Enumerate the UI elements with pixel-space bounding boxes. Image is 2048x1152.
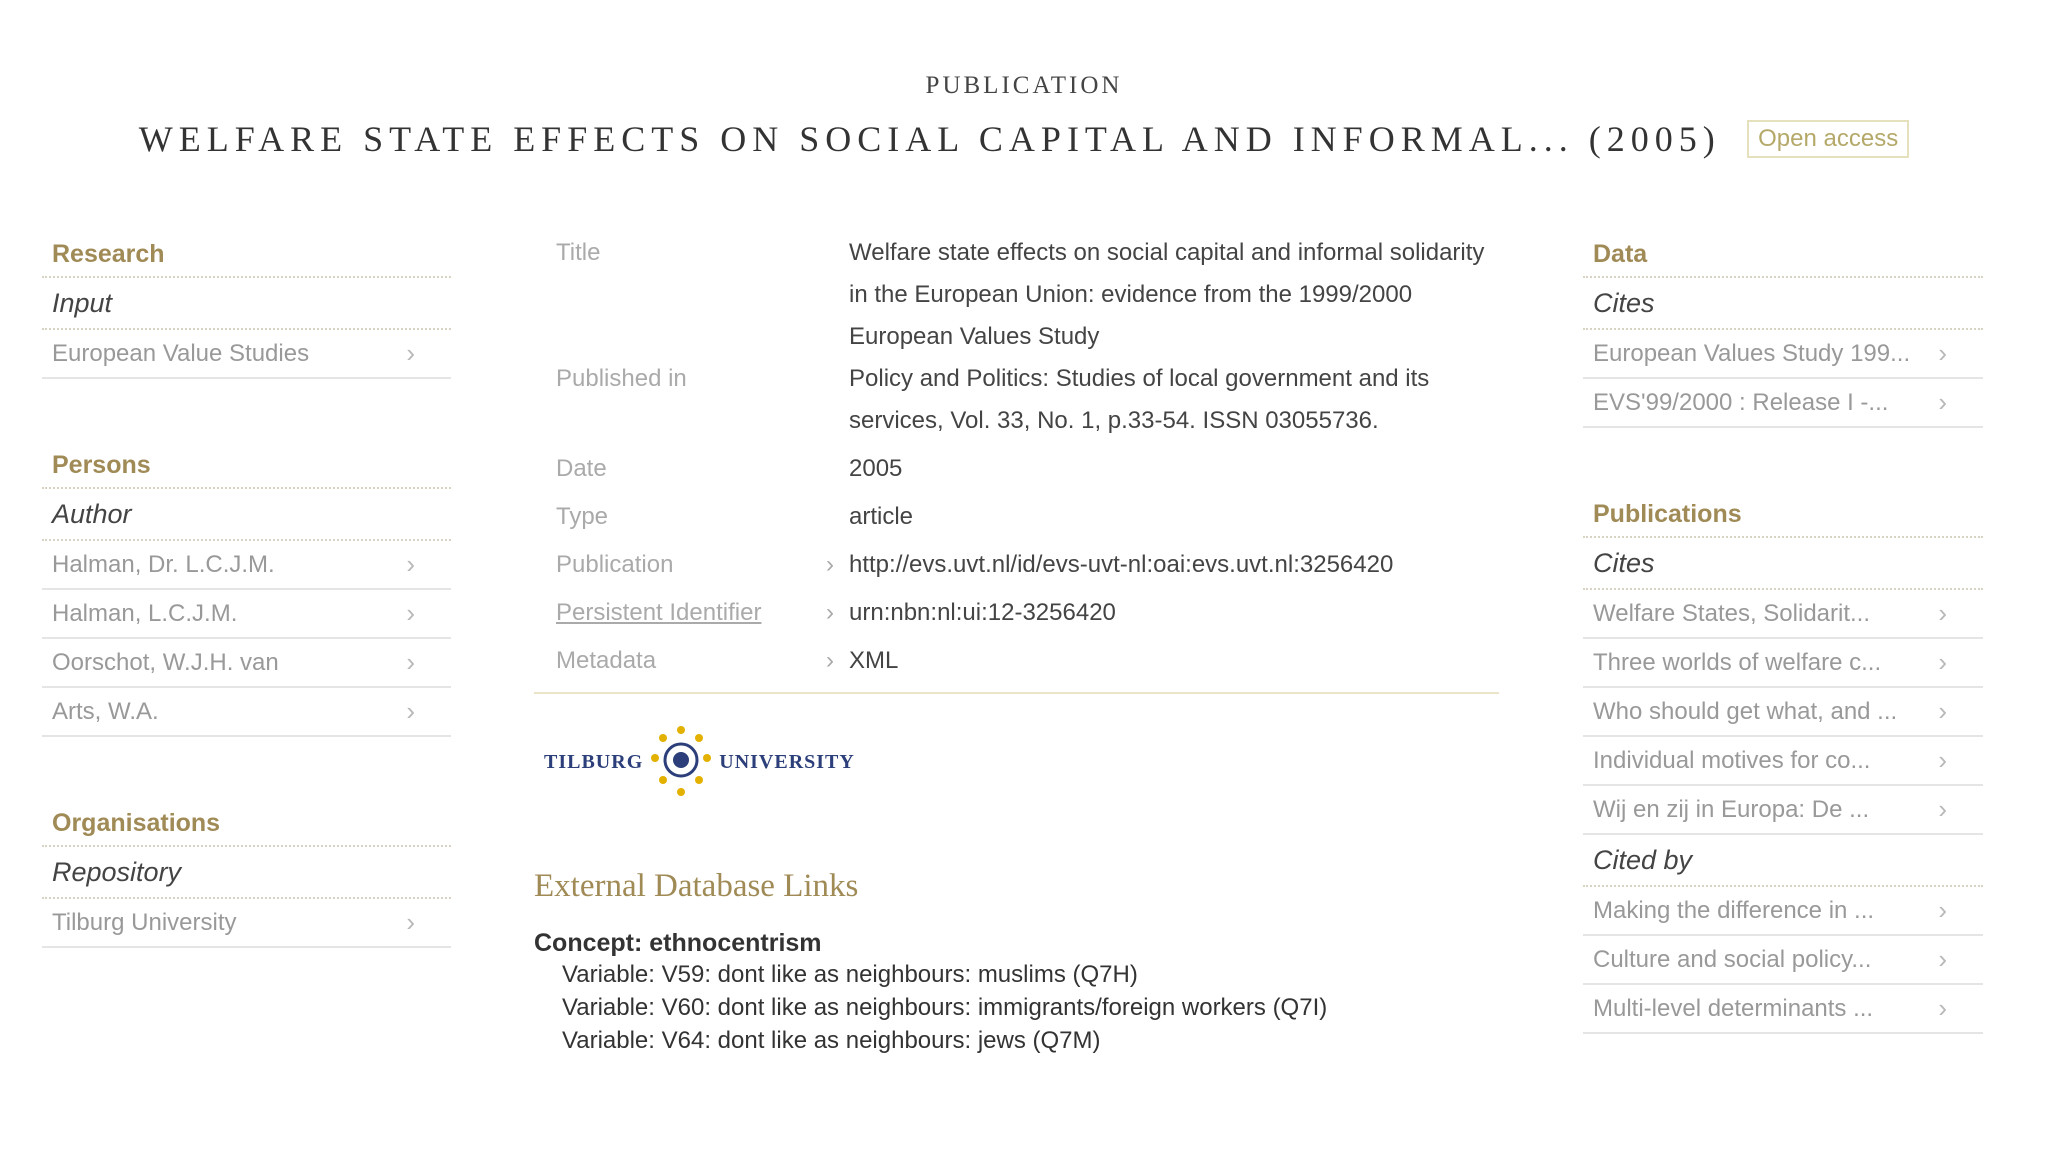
author-item[interactable] [42,541,451,590]
author-item[interactable] [42,590,451,639]
input-subheading: Input [42,278,451,330]
concept-label: Concept: ethnocentrism [534,929,822,957]
publications-cites-subheading: Cites [1583,538,1983,590]
repository-subheading: Repository [42,847,451,899]
variable-link[interactable]: Variable: V59: dont like as neighbours: muslims (Q7H) [562,961,1138,988]
field-title [534,232,1499,358]
field-label: Date [556,455,607,482]
chevron-right-icon: › [1938,794,1947,824]
field-publication[interactable] [534,544,1499,586]
field-date [534,448,1499,490]
publication-label: Making the difference in ... [1593,897,1875,924]
publication-label: Wij en zij in Europa: De ... [1593,796,1870,823]
chevron-right-icon: › [826,551,834,578]
open-access-badge[interactable]: Open access [1747,120,1909,158]
research-item-label: European Value Studies [52,340,310,367]
page-kicker: PUBLICATION [925,72,1123,99]
chevron-right-icon: › [1938,993,1947,1023]
page-title: WELFARE STATE EFFECTS ON SOCIAL CAPITAL AND INFORMAL... (2005) [138,119,1721,159]
citing-publication-item[interactable] [1583,985,1983,1034]
chevron-right-icon: › [1938,647,1947,677]
field-label: Publication [556,551,674,578]
chevron-right-icon: › [826,599,834,626]
cited-publication-item[interactable] [1583,639,1983,688]
field-value: article [849,503,914,530]
field-label: Title [556,239,601,266]
chevron-right-icon: › [406,549,415,579]
field-persistent-identifier[interactable] [534,592,1499,634]
organisations-heading: Organisations [42,801,451,847]
field-value: 2005 [849,455,903,482]
field-value: Policy and Politics: Studies of local government and its services, Vol. 33, No. 1, p.33-54. ISSN 03055736. [849,365,1430,434]
field-metadata[interactable] [534,640,1499,682]
logo-text-right: UNIVERSITY [719,750,855,773]
chevron-right-icon: › [1938,696,1947,726]
chevron-right-icon: › [406,696,415,726]
publication-details [534,232,1499,1057]
metadata-link[interactable]: XML [849,647,899,674]
persistent-identifier-link[interactable]: Persistent Identifier [556,599,762,626]
chevron-right-icon: › [1938,745,1947,775]
variable-link[interactable]: Variable: V64: dont like as neighbours: jews (Q7M) [562,1027,1101,1054]
field-label: Metadata [556,647,657,674]
external-links-heading: External Database Links [534,868,859,904]
publication-label: Welfare States, Solidarit... [1593,600,1871,627]
chevron-right-icon: › [406,647,415,677]
research-heading: Research [42,232,451,278]
cited-publication-item[interactable] [1583,688,1983,737]
data-item[interactable] [1583,330,1983,379]
author-item[interactable] [42,688,451,737]
field-type [534,496,1499,538]
author-subheading: Author [42,489,451,541]
publication-label: Multi-level determinants ... [1593,995,1874,1022]
university-seal-icon [649,724,713,800]
data-item-label: European Values Study 199... [1593,340,1911,367]
divider [534,692,1499,694]
chevron-right-icon: › [406,338,415,368]
identifier-link[interactable]: urn:nbn:nl:ui:12-3256420 [849,599,1116,626]
publication-label: Culture and social policy... [1593,946,1872,973]
left-sidebar [42,232,451,948]
citing-publication-item[interactable] [1583,936,1983,985]
publication-label: Individual motives for co... [1593,747,1871,774]
publication-link[interactable]: http://evs.uvt.nl/id/evs-uvt-nl:oai:evs.uvt.nl:3256420 [849,551,1394,578]
author-label: Oorschot, W.J.H. van [52,649,279,676]
right-sidebar [1583,232,1983,1034]
publications-heading: Publications [1583,492,1983,538]
persons-heading: Persons [42,443,451,489]
organisation-item[interactable] [42,899,451,948]
data-item[interactable] [1583,379,1983,428]
data-heading: Data [1583,232,1983,278]
cited-publication-item[interactable] [1583,786,1983,835]
organisation-label: Tilburg University [52,909,237,936]
author-label: Arts, W.A. [52,698,159,725]
field-value: Welfare state effects on social capital and informal solidarity in the European Union: evidence from the 1999/2000 European Values Study [849,239,1485,350]
author-label: Halman, L.C.J.M. [52,600,238,627]
chevron-right-icon: › [1938,895,1947,925]
chevron-right-icon: › [826,647,834,674]
citing-publication-item[interactable] [1583,887,1983,936]
chevron-right-icon: › [1938,387,1947,417]
tilburg-university-logo [544,722,1499,802]
publication-label: Who should get what, and ... [1593,698,1898,725]
author-label: Halman, Dr. L.C.J.M. [52,551,275,578]
research-item[interactable] [42,330,451,379]
chevron-right-icon: › [1938,598,1947,628]
chevron-right-icon: › [1938,944,1947,974]
author-item[interactable] [42,639,451,688]
chevron-right-icon: › [1938,338,1947,368]
field-published-in [534,358,1499,442]
variable-link[interactable]: Variable: V60: dont like as neighbours: immigrants/foreign workers (Q7I) [562,994,1328,1021]
cited-by-subheading: Cited by [1583,835,1983,887]
field-label: Type [556,503,609,530]
chevron-right-icon: › [406,598,415,628]
title-row [0,118,2048,160]
data-cites-subheading: Cites [1583,278,1983,330]
cited-publication-item[interactable] [1583,737,1983,786]
data-item-label: EVS'99/2000 : Release I -... [1593,389,1889,416]
field-label: Published in [556,365,687,392]
cited-publication-item[interactable] [1583,590,1983,639]
logo-text-left: TILBURG [544,750,644,773]
publication-label: Three worlds of welfare c... [1593,649,1882,676]
chevron-right-icon: › [406,907,415,937]
